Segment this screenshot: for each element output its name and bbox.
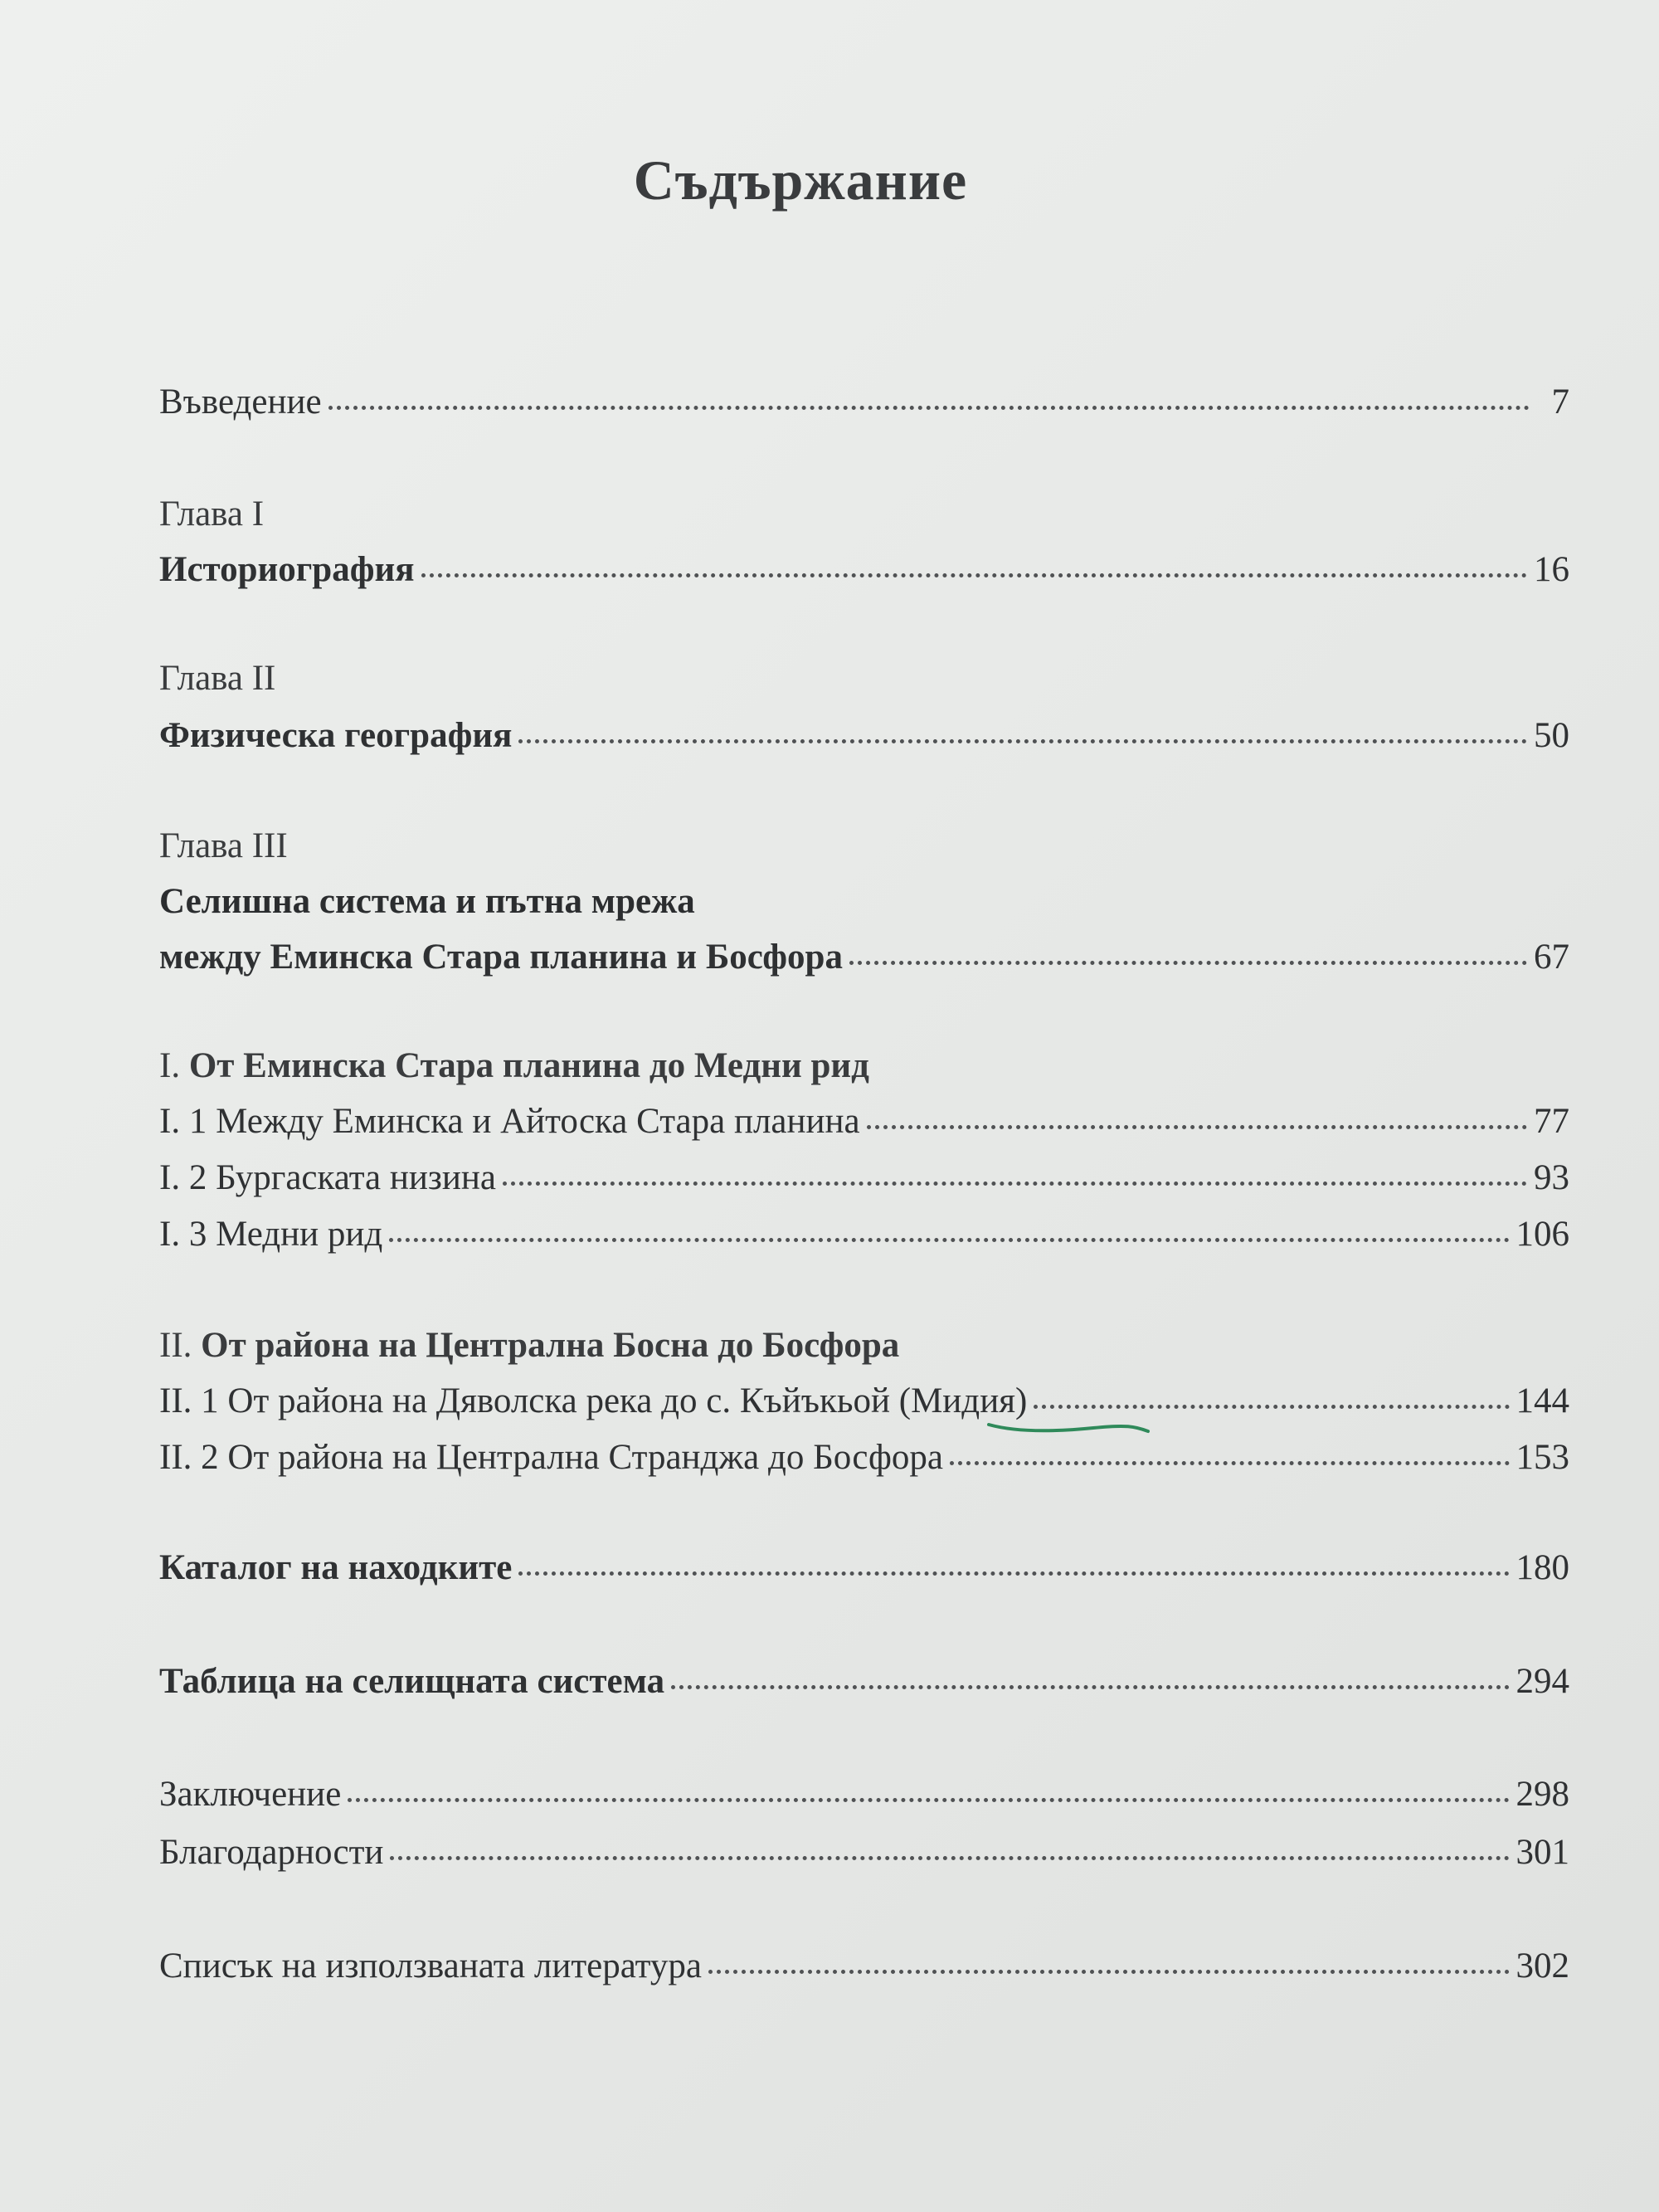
toc-page-number: 67: [1534, 938, 1569, 977]
dot-leader: [671, 1685, 1509, 1689]
toc-entry-label: II. 2 От района на Централна Странджа до Босфора: [159, 1438, 943, 1477]
dot-leader: [390, 1856, 1509, 1860]
toc-entry-label: Физическа география: [159, 716, 513, 755]
toc-entry-section-1-1: [159, 1097, 1569, 1147]
toc-page-number: 93: [1534, 1158, 1569, 1197]
toc-entry-section-1-3: [159, 1210, 1569, 1259]
dot-leader: [389, 1238, 1509, 1242]
chapter-label-2: Глава II: [159, 659, 276, 698]
toc-page-number: 106: [1515, 1215, 1569, 1254]
dot-leader: [348, 1798, 1509, 1802]
toc-entry-thanks: [159, 1828, 1569, 1878]
toc-entry-label: Въведение: [159, 382, 322, 421]
toc-entry-section-2-1: [159, 1376, 1569, 1426]
toc-entry-label: I. 1 Между Еминска и Айтоска Стара планина: [159, 1102, 860, 1141]
toc-entry-section-2-2: [159, 1433, 1569, 1483]
toc-page-number: 50: [1534, 716, 1569, 755]
toc-entry-chapter-3: [159, 933, 1569, 982]
toc-entry-label: I. 3 Медни рид: [159, 1215, 383, 1254]
toc-entry-chapter-2: [159, 711, 1569, 761]
toc-entry-label: Благодарности: [159, 1833, 384, 1872]
section-title: От района на Централна Босна до Босфора: [201, 1326, 900, 1365]
chapter-label-3: Глава III: [159, 826, 288, 865]
section-title: От Еминска Стара планина до Медни рид: [188, 1046, 869, 1085]
toc-page-number: 7: [1551, 382, 1569, 421]
toc-page-number: 77: [1534, 1102, 1569, 1141]
dot-leader: [328, 406, 1530, 410]
toc-page-number: 144: [1515, 1381, 1569, 1420]
dot-leader: [950, 1461, 1510, 1465]
toc-page-number: 180: [1515, 1548, 1569, 1587]
toc-entry-label: между Еминска Стара планина и Босфора: [159, 938, 843, 977]
chapter-3-title-line-1: Селишна система и пътна мрежа: [159, 882, 695, 921]
toc-entry-label: Таблица на селищната система: [159, 1662, 665, 1701]
toc-entry-label: Заключение: [159, 1775, 342, 1814]
toc-entry-label: I. 2 Бургаската низина: [159, 1158, 496, 1197]
toc-entry-label: Списък на използваната литература: [159, 1946, 702, 1985]
dot-leader: [421, 573, 1527, 577]
dot-leader: [849, 961, 1527, 965]
chapter-label-1: Глава I: [159, 495, 265, 534]
toc-entry-section-1-2: [159, 1153, 1569, 1203]
dot-leader: [1034, 1405, 1509, 1409]
toc-entry-table: [159, 1657, 1569, 1707]
section-number: I.: [159, 1046, 181, 1085]
toc-entry-label: II. 1 От района на Дяволска река до с. Къйъкьой (Мидия): [159, 1381, 1028, 1420]
toc-entry-conclusion: [159, 1770, 1569, 1820]
page-title: Съдържание: [633, 149, 968, 212]
toc-page-number: 298: [1515, 1775, 1569, 1814]
toc-page-number: 301: [1515, 1833, 1569, 1872]
section-number: II.: [159, 1326, 192, 1365]
dot-leader: [518, 739, 1527, 743]
toc-page-number: 153: [1515, 1438, 1569, 1477]
toc-page-number: 302: [1515, 1946, 1569, 1985]
toc-page-number: 294: [1515, 1662, 1569, 1701]
section-2-heading: [159, 1321, 899, 1371]
toc-entry-literature: [159, 1942, 1569, 1991]
toc-entry-label: Каталог на находките: [159, 1548, 513, 1587]
dot-leader: [503, 1182, 1527, 1186]
toc-entry-label: Историография: [159, 550, 415, 589]
dot-leader: [708, 1970, 1510, 1974]
dot-leader: [518, 1571, 1509, 1576]
toc-entry-chapter-1: [159, 545, 1569, 595]
section-1-heading: [159, 1041, 869, 1091]
toc-entry-catalog: [159, 1543, 1569, 1593]
underline-stroke: [989, 1425, 1148, 1431]
toc-page-number: 16: [1534, 550, 1569, 589]
dot-leader: [867, 1125, 1527, 1129]
toc-entry-intro: [159, 378, 1569, 427]
